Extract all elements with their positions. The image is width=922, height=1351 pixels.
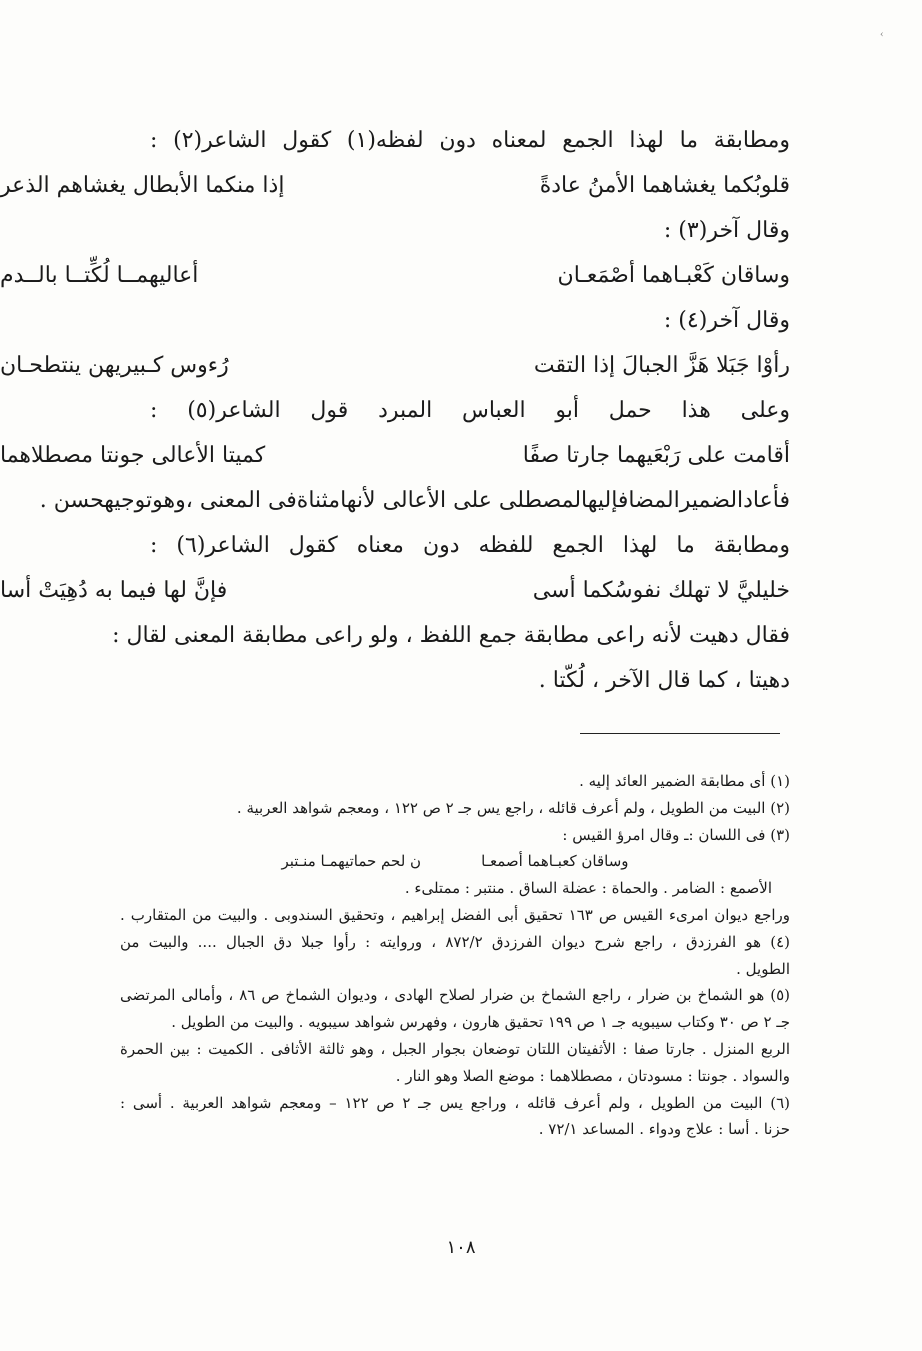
footnote-line: (١) أى مطابقة الضمير العائد إليه .: [579, 772, 790, 790]
footnote-line: الأصمع : الضامر . والحماة : عضلة الساق . منتبر : ممتلىء .: [404, 879, 772, 898]
body-line: وقال آخر(٤) :: [663, 308, 790, 333]
footnote-line: وراجع ديوان امرىء القيس ص ١٦٣ تحقيق أبى الفضل إبراهيم ، وتحقيق السندوبى . والبيت من المتقارب .: [120, 905, 790, 924]
body-line: وقال آخر(٣) :: [663, 218, 790, 243]
verse-second-hemistich: فإنَّ لها فيما به دُهِيَتْ أسا: [0, 578, 228, 603]
verse-first-hemistich: أقامت على رَبْعَيهما جارتا صفًا: [522, 443, 790, 468]
verse-second-hemistich: إذا منكما الأبطال يغشاهم الذعر: [0, 173, 285, 198]
footnote-separator: [580, 733, 780, 734]
body-verse: [0, 433, 790, 478]
body-line: فأعادالضميرالمضافإليهالمصطلى على الأعالى لأنهامثناةفى المعنى ،وهوتوجيهحسن .: [39, 488, 790, 513]
verse-first-hemistich: رأوْا جَبَلا هَزَّ الجبالَ إذا التقت: [533, 353, 790, 378]
footnote-line: حزنا . أسا : علاج ودواء . المساعد ٧٢/١ .: [538, 1120, 790, 1139]
footnote-line: (٥) هو الشماخ بن ضرار ، راجع الشماخ بن ضرار لصلاح الهادى ، وديوان الشماخ ص ٨٦ ، وأمالى المرتضى: [120, 986, 791, 1005]
verse-first-hemistich: قلوبُكما يغشاهما الأمنُ عادةً: [539, 173, 790, 198]
verse-first-hemistich: وساقان كعبـاهما أصمعـا: [481, 852, 629, 871]
body-line: فقال دهيت لأنه راعى مطابقة جمع اللفظ ، ولو راعى مطابقة المعنى لقال :: [112, 623, 790, 648]
body-line: وعلى هذا حمل أبو العباس المبرد قول الشاعر(٥) :: [150, 398, 790, 423]
main-text: [0, 118, 791, 703]
footnote-line: (٣) فى اللسان :ـ وقال امرؤ القيس :: [562, 825, 790, 844]
page-number: ١٠٨: [446, 1237, 476, 1258]
footnote-line: (٦) البيت من الطويل ، ولم أعرف قائله ، وراجع يس جـ ٢ ص ١٢٢ – ومعجم شواهد العربية . أسى :: [120, 1093, 791, 1112]
verse-second-hemistich: رُءوس كـبيريهن ينتطحـان: [0, 353, 229, 378]
body-verse: [0, 343, 790, 388]
footnote-line: الربع المنزل . جارتا صفا : الأثفيتان اللتان توضعان بجوار الجبل ، وهو ثالثة الأثافى . الكميت : بين الحمرة: [120, 1039, 790, 1058]
body-verse: [0, 568, 790, 613]
verse-first-hemistich: خليليَّ لا تهلك نفوسُكما أسى: [532, 578, 790, 603]
footnote-verse: [120, 848, 790, 875]
body-line: دهيتا ، كما قال الآخر ، لُكّتا .: [538, 668, 790, 693]
body-line: ومطابقة ما لهذا الجمع للفظه دون معناه كقول الشاعر(٦) :: [150, 533, 790, 558]
body-verse: [0, 163, 790, 208]
body-verse: [0, 253, 790, 298]
verse-second-hemistich: أعاليهمــا لُكِّتــا بالــدم: [0, 263, 199, 288]
footnotes: [120, 768, 790, 1143]
footnote-line: جـ ٢ ص ٣٠ وكتاب سيبويه جـ ١ ص ١٩٩ تحقيق هارون ، وفهرس شواهد سيبويه . والبيت من الطويل .: [171, 1013, 790, 1032]
verse-second-hemistich: ن لحم حماتيهمـا منـتبر: [281, 852, 422, 871]
footnote-line: الطويل .: [736, 959, 790, 978]
verse-second-hemistich: كميتا الأعالى جونتا مصطلاهما: [0, 443, 266, 468]
body-line: ومطابقة ما لهذا الجمع لمعناه دون لفظه(١) كقول الشاعر(٢) :: [150, 128, 791, 153]
footnote-line: والسواد . جونتا : مسودتان ، مصطلاهما : موضع الصلا وهو النار .: [395, 1066, 790, 1085]
footnote-line: (٤) هو الفرزدق ، راجع شرح ديوان الفرزدق ٨٧٢/٢ ، وروايته : رأوا جبلا دق الجبال .... والبيت من: [120, 932, 790, 951]
footnote-line: (٢) البيت من الطويل ، ولم أعرف قائله ، راجع يس جـ ٢ ص ١٢٢ ، ومعجم شواهد العربية .: [236, 798, 790, 817]
corner-mark: ‹: [880, 30, 884, 40]
verse-first-hemistich: وساقان كَعْبـاهما أصْمَعـان: [557, 263, 790, 288]
